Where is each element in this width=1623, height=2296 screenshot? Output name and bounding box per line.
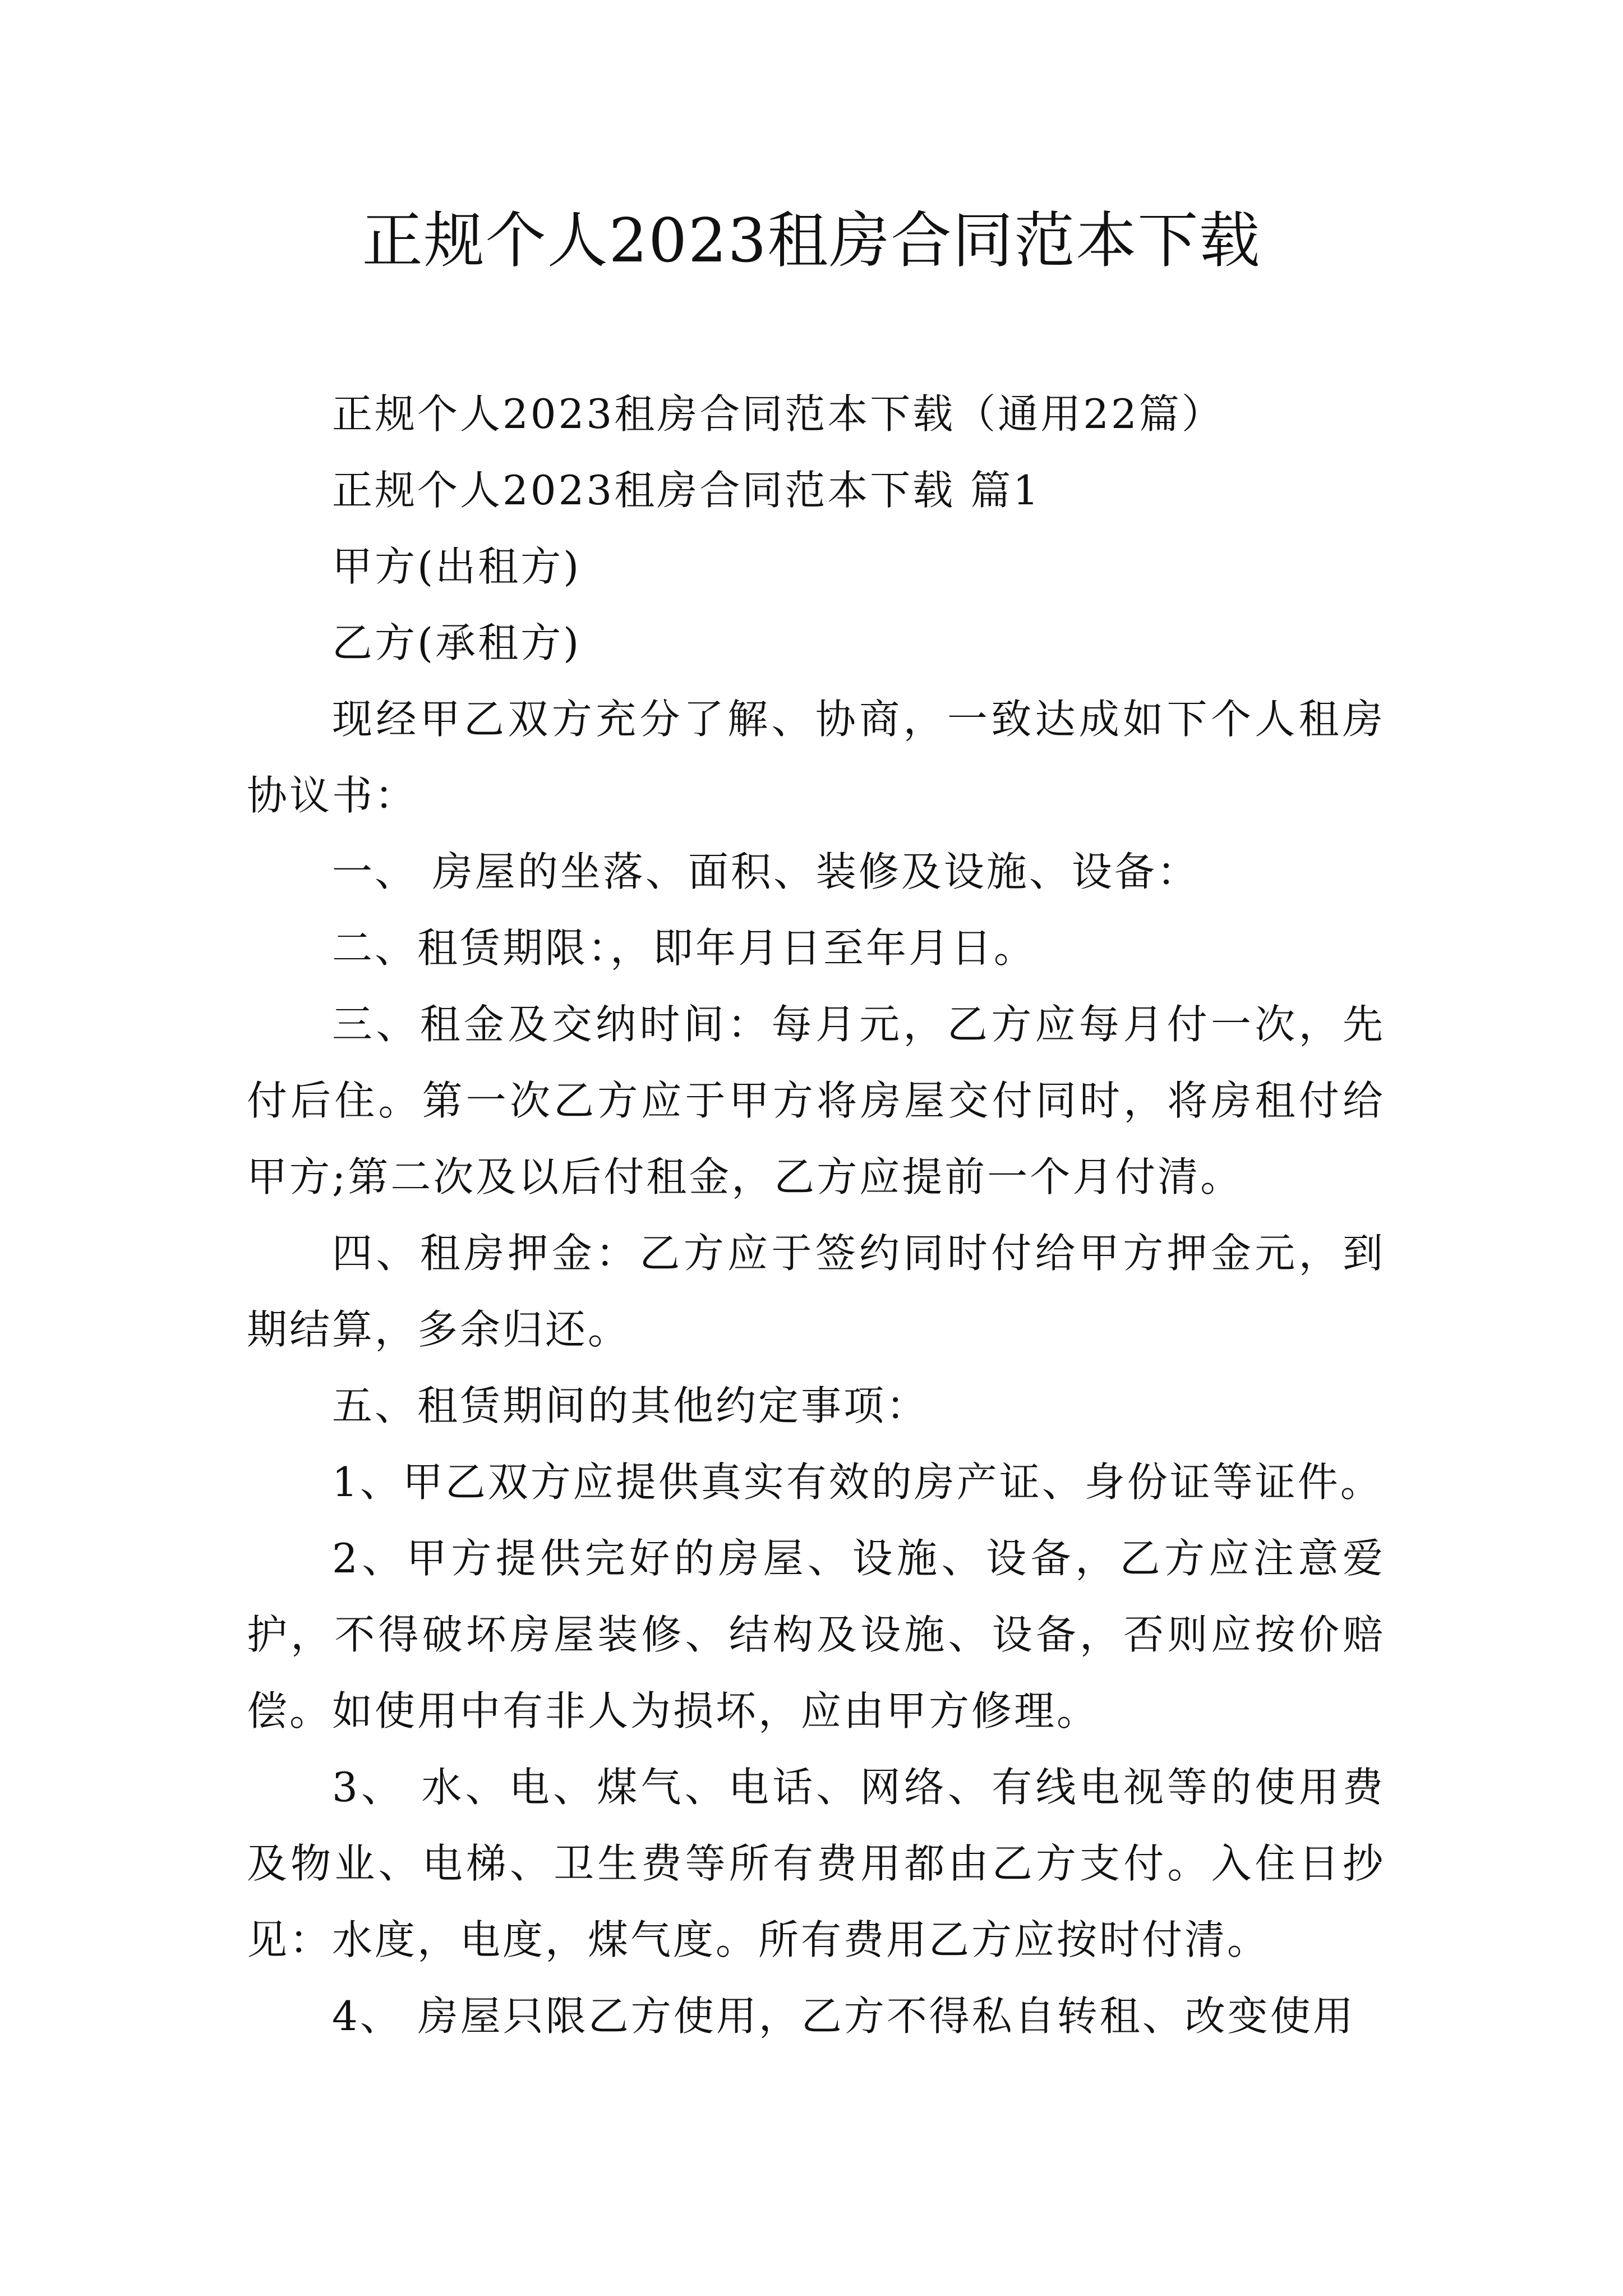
paragraph-item-2: 2、甲方提供完好的房屋、设施、设备，乙方应注意爱护，不得破坏房屋装修、结构及设施、设备，否则应按价赔偿。如使用中有非人为损坏，应由甲方修理。: [247, 1535, 1385, 1734]
paragraph-agreement-intro: 现经甲乙双方充分了解、协商，一致达成如下个人租房协议书：: [247, 696, 1385, 819]
paragraph-heading-collection: 正规个人2023租房合同范本下载（通用22篇）: [332, 390, 1224, 438]
paragraph-party-a: 甲方(出租方): [332, 543, 582, 590]
paragraph-clause-5-other-terms: 五、租赁期间的其他约定事项：: [332, 1382, 929, 1429]
paragraph-clause-4-deposit: 四、租房押金：乙方应于签约同时付给甲方押金元，到期结算，多余归还。: [247, 1230, 1385, 1353]
paragraph-heading-part-1: 正规个人2023租房合同范本下载 篇1: [332, 467, 1041, 514]
paragraph-party-b: 乙方(承租方): [332, 619, 582, 666]
paragraph-item-4: 4、 房屋只限乙方使用，乙方不得私自转租、改变使用: [332, 1993, 1355, 2040]
paragraph-clause-2-term: 二、租赁期限：，即年月日至年月日。: [332, 924, 1037, 972]
paragraph-clause-3-rent: 三、租金及交纳时间：每月元，乙方应每月付一次，先付后住。第一次乙方应于甲方将房屋交付同时，将房租付给甲方;第二次及以后付租金，乙方应提前一个月付清。: [247, 1001, 1385, 1200]
paragraph-clause-1-location: 一、 房屋的坐落、面积、装修及设施、设备：: [332, 848, 1200, 895]
document-body: [247, 376, 1385, 2054]
paragraph-item-1: 1、甲乙双方应提供真实有效的房产证、身份证等证件。: [332, 1458, 1383, 1506]
paragraph-item-3: 3、 水、电、煤气、电话、网络、有线电视等的使用费及物业、电梯、卫生费等所有费用都由乙方支付。入住日抄见：水度，电度，煤气度。所有费用乙方应按时付清。: [247, 1764, 1385, 1963]
document-title: 正规个人2023租房合同范本下载: [362, 206, 1261, 276]
